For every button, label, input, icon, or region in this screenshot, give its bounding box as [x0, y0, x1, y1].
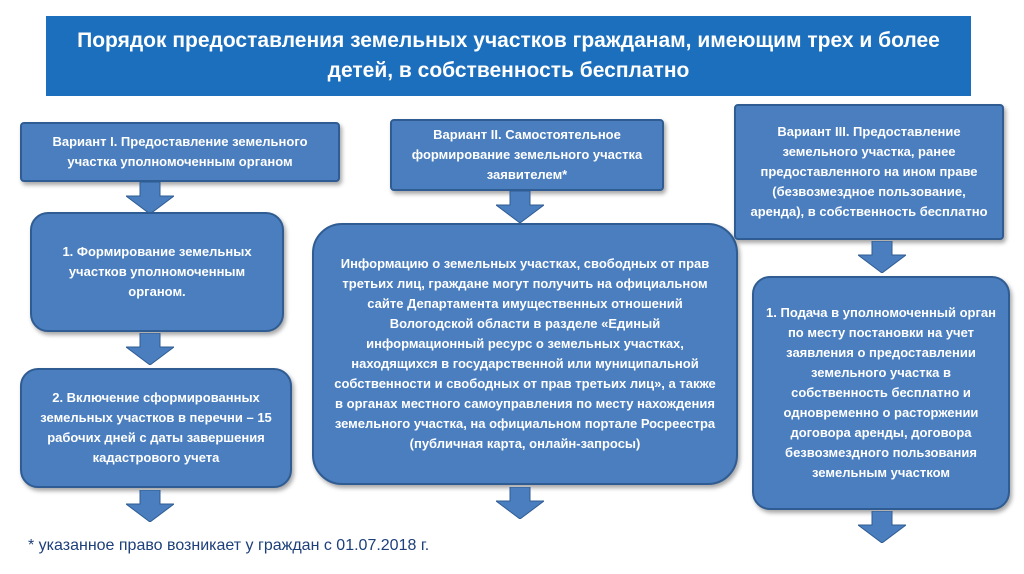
arrow-down-icon [858, 241, 906, 273]
arrow-down-icon [858, 511, 906, 543]
variant-3-heading: Вариант III. Предоставление земельного участка, ранее предоставленного на ином праве (безвозмездное пользование, аренда), в собственность бесплатно [734, 104, 1004, 240]
arrow-down-icon [496, 191, 544, 223]
arrow-down-icon [496, 487, 544, 519]
arrow-down-icon [126, 333, 174, 365]
variant-1-step-1: 1. Формирование земельных участков уполномоченным органом. [30, 212, 284, 332]
variant-1-heading: Вариант I. Предоставление земельного участка уполномоченным органом [20, 122, 340, 182]
arrow-down-icon [126, 490, 174, 522]
variant-2-heading: Вариант II. Самостоятельное формирование земельного участка заявителем* [390, 119, 664, 191]
variant-2-info: Информацию о земельных участках, свободных от прав третьих лиц, граждане могут получить на официальном сайте Департамента имущественных отношений Вологодской области в разделе «Единый информационный ресурс о земельных участках, находящихся в государственной или муниципальной собственности и свободных от прав третьих лиц», а также в органах местного самоуправления по месту нахождения земельного участка, на официальном портале Росреестра (публичная карта, онлайн-запросы) [312, 223, 738, 485]
variant-3-step-1: 1. Подача в уполномоченный орган по месту постановки на учет заявления о предоставлении земельного участка в собственность бесплатно и одновременно о расторжении договора аренды, договора безвозмездного пользования земельным участком [752, 276, 1010, 510]
variant-1-step-2: 2. Включение сформированных земельных участков в перечни – 15 рабочих дней с даты завершения кадастрового учета [20, 368, 292, 488]
arrow-down-icon [126, 182, 174, 214]
footnote: * указанное право возникает у граждан с 01.07.2018 г. [28, 537, 430, 554]
diagram-title: Порядок предоставления земельных участков гражданам, имеющим трех и более детей, в собственность бесплатно [46, 16, 971, 96]
